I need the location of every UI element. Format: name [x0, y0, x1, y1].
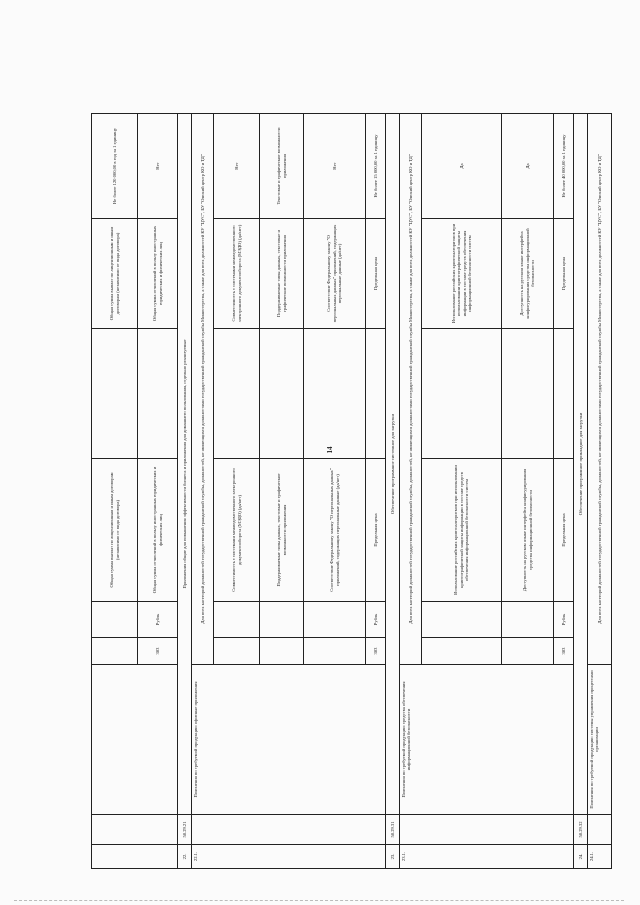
- page-number: 14: [326, 446, 334, 454]
- cell-num: 24.1.: [588, 845, 612, 869]
- table-row: [574, 114, 588, 869]
- cell-okpd: 58.29.21: [178, 815, 192, 845]
- cell-characteristic: Доступность на русском языке интерфейса конфигурирования средства информационной безопасности: [502, 459, 554, 602]
- cell-section-title: Обеспечение программное прикладное для загрузки: [574, 114, 588, 815]
- cell-characteristic: Предельная цена: [366, 459, 386, 602]
- cell-code: [422, 638, 502, 665]
- cell-value: Да: [422, 114, 502, 219]
- cell-code: [92, 638, 138, 665]
- cell-characteristic-ministry: Поддерживаемые типы данных, текстовые и графические возможности приложения: [260, 219, 304, 329]
- cell-empty: [138, 329, 178, 459]
- cell-empty: [92, 329, 138, 459]
- cell-desc: Пояснения по требуемой продукции: средства обеспечения информационной безопасности: [400, 665, 574, 815]
- cell-value: Нет: [304, 114, 366, 219]
- table-row: [192, 114, 214, 869]
- cell-code: 383: [366, 638, 386, 665]
- cell-empty: [366, 329, 386, 459]
- cell-value: Текстовые и графические возможности приложения: [260, 114, 304, 219]
- cell-value: Не более 120 000,00 в год за 1 единицу: [92, 114, 138, 219]
- cell-unit: [260, 602, 304, 638]
- cell-applicability: Для всех категорий должностей государственной гражданской службы, должностей, не являющихся должностями государственной гражданской службы Министерства, а также для всех должностей КУ "ЦУС", БУ "Омский центр КО и ТД": [192, 114, 214, 665]
- cell-section-title: Обеспечение программное системное для загрузки: [386, 114, 400, 815]
- cell-desc: Пояснения по требуемой продукции: системы управления процессами организации: [588, 665, 612, 815]
- cell-value: Нет: [138, 114, 178, 219]
- cell-okpd: [192, 815, 386, 845]
- cell-empty: [502, 329, 554, 459]
- cell-unit: [422, 602, 502, 638]
- cell-okpd: [400, 815, 574, 845]
- cell-code: 383: [554, 638, 574, 665]
- cell-empty: [214, 329, 260, 459]
- table-row: [178, 114, 192, 869]
- cell-unit: Рубль: [366, 602, 386, 638]
- cell-okpd: [92, 815, 178, 845]
- cell-empty: [260, 329, 304, 459]
- cell-desc: [92, 665, 178, 815]
- cell-num: 24.: [574, 845, 588, 869]
- cell-code: [502, 638, 554, 665]
- cell-characteristic-ministry: Использование российских криптоалгоритмов при использовании криптографической защиты информации в составе средств обеспечения информационной безопасности систем: [422, 219, 502, 329]
- cell-characteristic: Предельная цена: [554, 459, 574, 602]
- cell-num: 23.1.: [400, 845, 574, 869]
- cell-characteristic-ministry: Предельная цена: [366, 219, 386, 329]
- cell-characteristic: Использование российских криптоалгоритмов при использовании криптографической защиты информации в составе средств обеспечения информационной безопасности систем: [422, 459, 502, 602]
- cell-value: Да: [502, 114, 554, 219]
- cell-code: [260, 638, 304, 665]
- table-row: [386, 114, 400, 869]
- cell-characteristic-ministry: Предельная цена: [554, 219, 574, 329]
- cell-characteristic-ministry: Доступность на русском языке интерфейса конфигурирования средства информационной безопасности: [502, 219, 554, 329]
- cell-applicability: Для всех категорий должностей государственной гражданской службы, должностей, не являющихся должностями государственной гражданской службы Министерства, а также для всех должностей КУ "ЦУС", БУ "Омский центр КО и ТД": [400, 114, 422, 665]
- cell-characteristic-ministry: Совместимость с системами межведомственного электронного документооборота (МЭДО) (да/нет): [214, 219, 260, 329]
- cell-okpd: 58.29.31: [386, 815, 400, 845]
- cell-empty: [304, 329, 366, 459]
- cell-num: 22.1.: [192, 845, 386, 869]
- cell-okpd: 58.29.32: [574, 815, 588, 845]
- cell-unit: [502, 602, 554, 638]
- table-row: [92, 114, 138, 869]
- cell-value: Не более 40 000,00 за 1 единицу: [554, 114, 574, 219]
- cell-characteristic-ministry: Соответствие Федеральному закону "О персональных данных" приложений, содержащих персональные данные (да/нет): [304, 219, 366, 329]
- cell-characteristic: Поддерживаемые типы данных, текстовые и графические возможности приложения: [260, 459, 304, 602]
- cell-value: Нет: [214, 114, 260, 219]
- cell-unit: Рубль: [138, 602, 178, 638]
- cell-section-title: Приложения общие для повышения эффективности бизнеса и приложения для домашнего пользования, отдельно реализуемые: [178, 114, 192, 815]
- cell-characteristic: Общая сумма выплат по лицензионным и иным договорам (независимо от вида договора): [92, 459, 138, 602]
- cell-code: [304, 638, 366, 665]
- rotated-table-container: [91, 114, 602, 869]
- cell-characteristic: Общая сумма отчислений в пользу иностранных юридических и физических лиц: [138, 459, 178, 602]
- scan-artifact-line: [14, 898, 624, 901]
- cell-code: [214, 638, 260, 665]
- cell-unit: Рубль: [554, 602, 574, 638]
- cell-desc: Пояснения по требуемой продукции: офисные приложения: [192, 665, 386, 815]
- cell-characteristic-ministry: Общая сумма отчислений в пользу иностранных юридических и физических лиц: [138, 219, 178, 329]
- cell-applicability: Для всех категорий должностей государственной гражданской службы, должностей, не являющихся должностями государственной гражданской службы Министерства, а также для всех должностей КУ "ЦУС", БУ "Омский центр КО и ТД": [588, 114, 612, 665]
- requirements-table: [91, 113, 612, 869]
- cell-num: [92, 845, 178, 869]
- cell-characteristic: Совместимость с системами межведомственного электронного документооборота (МЭДО) (да/нет): [214, 459, 260, 602]
- cell-unit: [92, 602, 138, 638]
- cell-code: 383: [138, 638, 178, 665]
- cell-characteristic-ministry: Общая сумма выплат по лицензионным и иным договорам (независимо от вида договора): [92, 219, 138, 329]
- cell-num: 22.: [178, 845, 192, 869]
- cell-characteristic: Соответствие Федеральному закону "О персональных данных" приложений, содержащих персональные данные (да/нет): [304, 459, 366, 602]
- cell-unit: [214, 602, 260, 638]
- cell-unit: [304, 602, 366, 638]
- table-row: [400, 114, 422, 869]
- cell-value: Не более 15 000,00 за 1 единицу: [366, 114, 386, 219]
- cell-okpd: [588, 815, 612, 845]
- cell-empty: [422, 329, 502, 459]
- cell-num: 23.: [386, 845, 400, 869]
- table-row: [588, 114, 612, 869]
- cell-empty: [554, 329, 574, 459]
